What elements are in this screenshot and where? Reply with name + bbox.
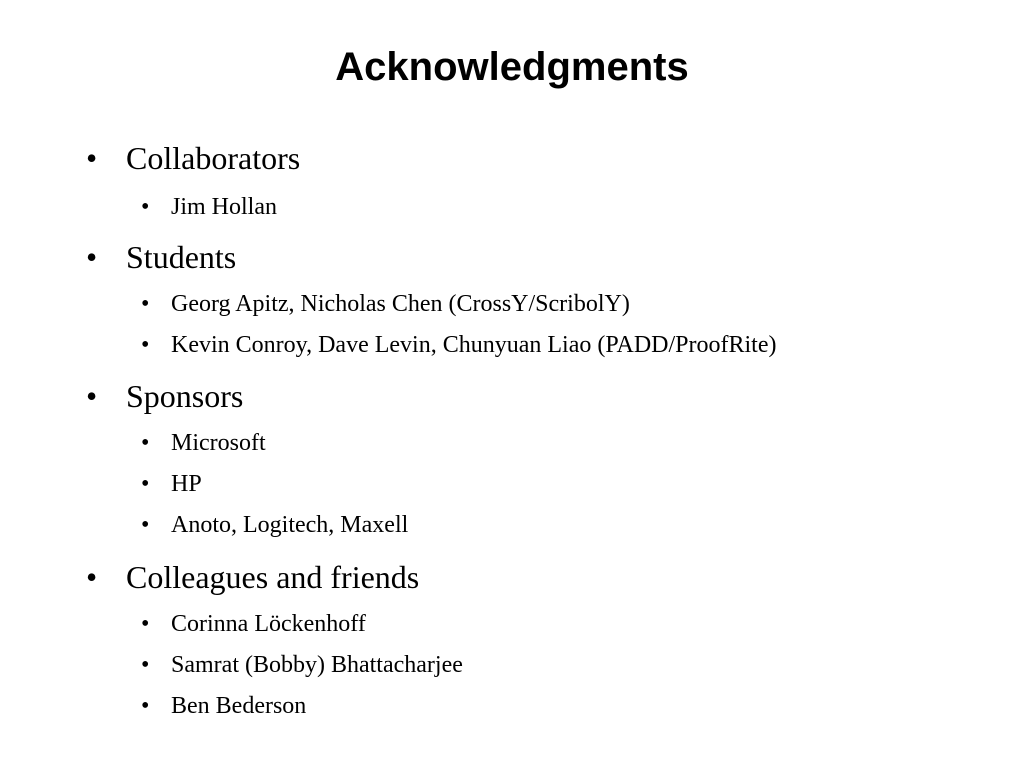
section-heading-label: Students bbox=[126, 239, 237, 275]
list-item-label: Microsoft bbox=[171, 430, 266, 456]
list-item-label: Jim Hollan bbox=[171, 194, 277, 220]
bullet-icon: • bbox=[86, 559, 98, 595]
list-item-label: Corinna Löckenhoff bbox=[171, 611, 366, 637]
section-heading-label: Sponsors bbox=[126, 378, 244, 414]
list-item-label: Anoto, Logitech, Maxell bbox=[171, 512, 409, 538]
bullet-icon: • bbox=[141, 693, 150, 719]
slide-title: Acknowledgments bbox=[335, 45, 689, 89]
list-item-label: Georg Apitz, Nicholas Chen (CrossY/ScribolY) bbox=[171, 291, 630, 317]
list-item-label: HP bbox=[171, 471, 202, 497]
bullet-icon: • bbox=[141, 652, 150, 678]
list-item-label: Samrat (Bobby) Bhattacharjee bbox=[171, 652, 463, 678]
bullet-icon: • bbox=[141, 430, 150, 456]
bullet-icon: • bbox=[141, 291, 150, 317]
bullet-icon: • bbox=[141, 512, 150, 538]
bullet-icon: • bbox=[141, 471, 150, 497]
bullet-icon: • bbox=[141, 611, 150, 637]
bullet-icon: • bbox=[86, 378, 98, 414]
bullet-icon: • bbox=[141, 194, 150, 220]
bullet-icon: • bbox=[86, 140, 98, 176]
bullet-icon: • bbox=[86, 239, 98, 275]
bullet-icon: • bbox=[141, 332, 150, 358]
list-item-label: Ben Bederson bbox=[171, 693, 307, 719]
section-heading-label: Collaborators bbox=[126, 140, 301, 176]
section-heading-label: Colleagues and friends bbox=[126, 559, 420, 595]
list-item-label: Kevin Conroy, Dave Levin, Chunyuan Liao (PADD/ProofRite) bbox=[171, 332, 777, 358]
